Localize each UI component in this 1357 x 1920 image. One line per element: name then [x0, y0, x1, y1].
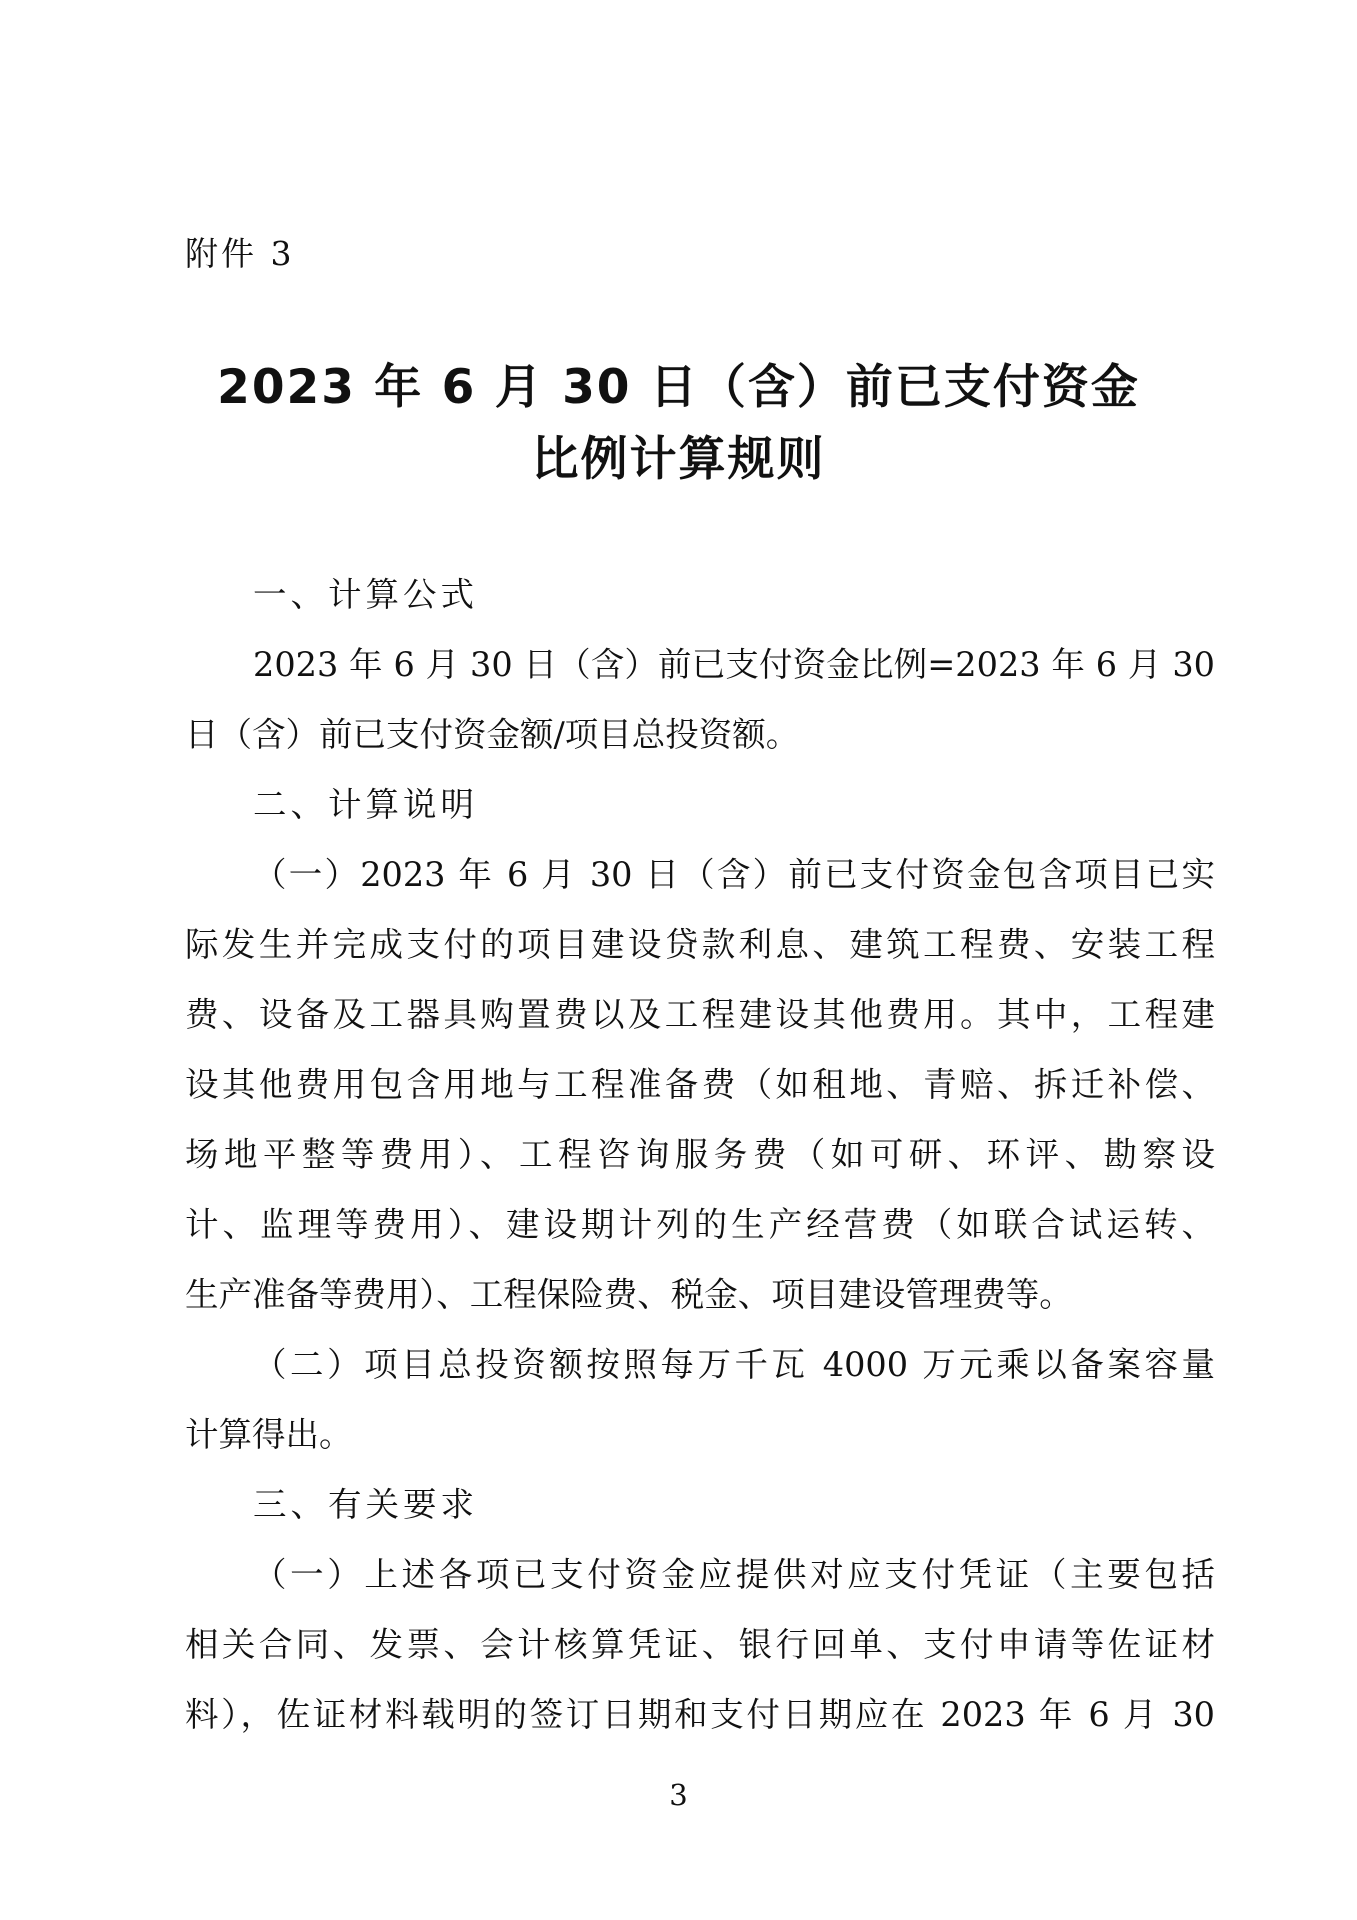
paragraph-line: 相关合同、发票、会计核算凭证、银行回单、支付申请等佐证材 [185, 1625, 1215, 1664]
paragraph-line: 费、设备及工器具购置费以及工程建设其他费用。其中，工程建 [185, 995, 1215, 1034]
paragraph-line: 生产准备等费用）、工程保险费、税金、项目建设管理费等。 [185, 1275, 1073, 1314]
paragraph-line: 日（含）前已支付资金额/项目总投资额。 [185, 715, 800, 754]
section-heading-requirements: 三、有关要求 [253, 1485, 478, 1524]
section-heading-explanation: 二、计算说明 [253, 785, 478, 824]
paragraph-line: （一）2023 年 6 月 30 日（含）前已支付资金包含项目已实 [253, 855, 1215, 894]
document-title-line-2: 比例计算规则 [531, 432, 826, 487]
paragraph-line: 计、监理等费用）、建设期计列的生产经营费（如联合试运转、 [185, 1205, 1215, 1244]
paragraph-line: 设其他费用包含用地与工程准备费（如租地、青赔、拆迁补偿、 [185, 1065, 1215, 1104]
paragraph-line: 2023 年 6 月 30 日（含）前已支付资金比例=2023 年 6 月 30 [253, 645, 1215, 684]
section-heading-formula: 一、计算公式 [253, 575, 478, 614]
page-number: 3 [669, 1778, 688, 1812]
paragraph-line: （一）上述各项已支付资金应提供对应支付凭证（主要包括 [253, 1555, 1215, 1594]
attachment-label: 附件 3 [185, 234, 295, 273]
document-title-line-1: 2023 年 6 月 30 日（含）前已支付资金 [217, 360, 1140, 415]
paragraph-line: 计算得出。 [185, 1415, 353, 1454]
paragraph-line: （二）项目总投资额按照每万千瓦 4000 万元乘以备案容量 [253, 1345, 1215, 1384]
paragraph-line: 场地平整等费用）、工程咨询服务费（如可研、环评、勘察设 [185, 1135, 1215, 1174]
paragraph-line: 际发生并完成支付的项目建设贷款利息、建筑工程费、安装工程 [185, 925, 1215, 964]
paragraph-line: 料），佐证材料载明的签订日期和支付日期应在 2023 年 6 月 30 [185, 1695, 1215, 1734]
